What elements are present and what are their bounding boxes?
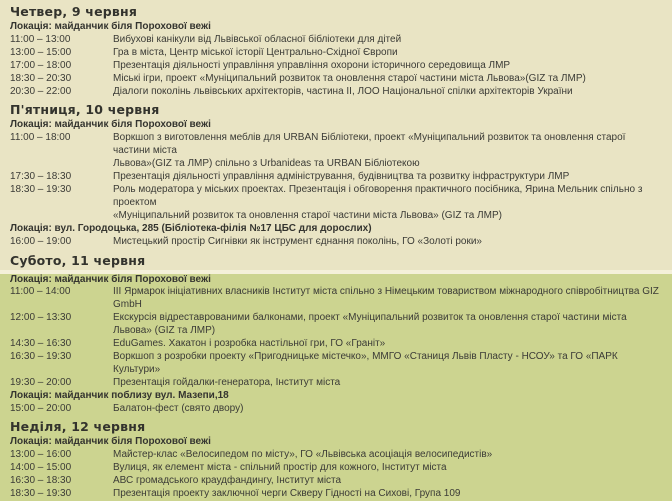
day-friday <box>0 98 672 248</box>
day-title-saturday: Субото, 11 червня <box>0 249 672 270</box>
event-row <box>0 132 672 171</box>
event-time: 16:30 – 18:30 <box>10 475 113 488</box>
event-desc <box>113 184 662 223</box>
event-time: 15:00 – 20:00 <box>10 403 113 416</box>
day-title-friday: П'ятниця, 10 червня <box>0 98 672 119</box>
event-row <box>0 462 672 475</box>
event-row <box>0 60 672 73</box>
location-line: Локація: майданчик біля Порохової вежі <box>0 436 672 449</box>
event-row <box>0 236 672 249</box>
event-desc: Гра в міста, Центр міської історії Центрально-Східної Європи <box>113 47 662 60</box>
event-desc: Презентація діяльності управління управління охорони історичного середовища ЛМР <box>113 60 662 73</box>
location-line: Локація: вул. Городоцька, 285 (Бібліотека-філія №17 ЦБС для дорослих) <box>0 223 672 236</box>
event-row <box>0 184 672 223</box>
event-row <box>0 47 672 60</box>
event-row <box>0 377 672 390</box>
event-time: 17:30 – 18:30 <box>10 171 113 184</box>
event-time: 11:00 – 18:00 <box>10 132 113 171</box>
event-row <box>0 86 672 99</box>
event-desc <box>113 132 662 171</box>
location-line: Локація: майданчик біля Порохової вежі <box>0 119 672 132</box>
event-desc: Мистецький простір Сигнівки як інструмент єднання поколінь, ГО «Золоті роки» <box>113 236 662 249</box>
event-time: 18:30 – 20:30 <box>10 73 113 86</box>
event-row <box>0 34 672 47</box>
day-title-sunday: Неділя, 12 червня <box>0 415 672 436</box>
event-time: 14:00 – 15:00 <box>10 462 113 475</box>
event-desc-line: «Муніципальний розвиток та оновлення старої частини міста Львова» (GIZ та ЛМР) <box>113 210 662 223</box>
event-desc: Балатон-фест (свято двору) <box>113 403 662 416</box>
event-row <box>0 286 672 312</box>
event-time: 16:30 – 19:30 <box>10 351 113 377</box>
event-row <box>0 488 672 501</box>
event-time: 14:30 – 16:30 <box>10 338 113 351</box>
location-line: Локація: майданчик біля Порохової вежі <box>0 274 672 287</box>
event-row <box>0 449 672 462</box>
event-desc: Міські ігри, проект «Муніципальний розвиток та оновлення старої частини міста Львова»(GIZ та ЛМР) <box>113 73 662 86</box>
event-desc: Презентація гойдалки-генератора, Інститут міста <box>113 377 662 390</box>
event-desc: Презентація проекту заключної черги Скверу Гідності на Сихові, Група 109 <box>113 488 662 501</box>
location-line: Локація: майданчик поблизу вул. Мазепи,18 <box>0 390 672 403</box>
event-desc: Вибухові канікули від Львівської обласної бібліотеки для дітей <box>113 34 662 47</box>
event-desc-line: Воркшоп з виготовлення меблів для URBAN Бібліотеки, проект «Муніципальний розвиток та оновлення старої частини міста <box>113 132 662 158</box>
event-time: 13:00 – 16:00 <box>10 449 113 462</box>
event-row <box>0 338 672 351</box>
day-sunday <box>0 415 672 501</box>
event-desc: Діалоги поколінь львівських архітекторів, частина ІІ, ЛОО Національної спілки архітекторів України <box>113 86 662 99</box>
event-time: 13:00 – 15:00 <box>10 47 113 60</box>
day-saturday <box>0 274 672 416</box>
section-green <box>0 274 672 501</box>
event-time: 11:00 – 14:00 <box>10 286 113 312</box>
event-time: 18:30 – 19:30 <box>10 184 113 223</box>
event-time: 18:30 – 19:30 <box>10 488 113 501</box>
event-desc: EduGames. Хакатон і розробка настільної гри, ГО «Граніт» <box>113 338 662 351</box>
event-row <box>0 475 672 488</box>
event-desc: Воркшоп з розробки проекту «Пригодницьке містечко», ММГО «Станиця Львів Пласту - НСОУ» та ГО «ПАРК Культури» <box>113 351 662 377</box>
event-row <box>0 73 672 86</box>
event-time: 17:00 – 18:00 <box>10 60 113 73</box>
event-row <box>0 312 672 338</box>
event-desc: Вулиця, як елемент міста - спільний простір для кожного, Інститут міста <box>113 462 662 475</box>
event-time: 16:00 – 19:00 <box>10 236 113 249</box>
event-desc-line: Львова»(GIZ та ЛМР) спільно з Urbanideas та URBAN Бібліотекою <box>113 158 662 171</box>
event-time: 11:00 – 13:00 <box>10 34 113 47</box>
event-desc: Майстер-клас «Велосипедом по місту», ГО «Львівська асоціація велосипедистів» <box>113 449 662 462</box>
event-desc-line: Роль модератора у міських проектах. Презентація і обговорення практичного посібника, Ярина Мельник спільно з проектом <box>113 184 662 210</box>
event-desc: ІІІ Ярмарок ініціативних власників Інститут міста спільно з Німецьким товариством міжнародного співробітництва GIZ GmbH <box>113 286 662 312</box>
day-title-thursday: Четвер, 9 червня <box>0 0 672 21</box>
event-row <box>0 403 672 416</box>
event-row <box>0 171 672 184</box>
event-row <box>0 351 672 377</box>
day-thursday <box>0 0 672 98</box>
event-time: 12:00 – 13:30 <box>10 312 113 338</box>
event-desc: АВС громадського краудфандингу, Інститут міста <box>113 475 662 488</box>
event-desc: Екскурсія відреставрованими балконами, проект «Муніципальний розвиток та оновлення старої частини міста Львова» (GIZ та ЛМР) <box>113 312 662 338</box>
location-line: Локація: майданчик біля Порохової вежі <box>0 21 672 34</box>
event-time: 19:30 – 20:00 <box>10 377 113 390</box>
event-desc: Презентація діяльності управління адміністрування, будівництва та розвитку інфраструктури ЛМР <box>113 171 662 184</box>
event-time: 20:30 – 22:00 <box>10 86 113 99</box>
